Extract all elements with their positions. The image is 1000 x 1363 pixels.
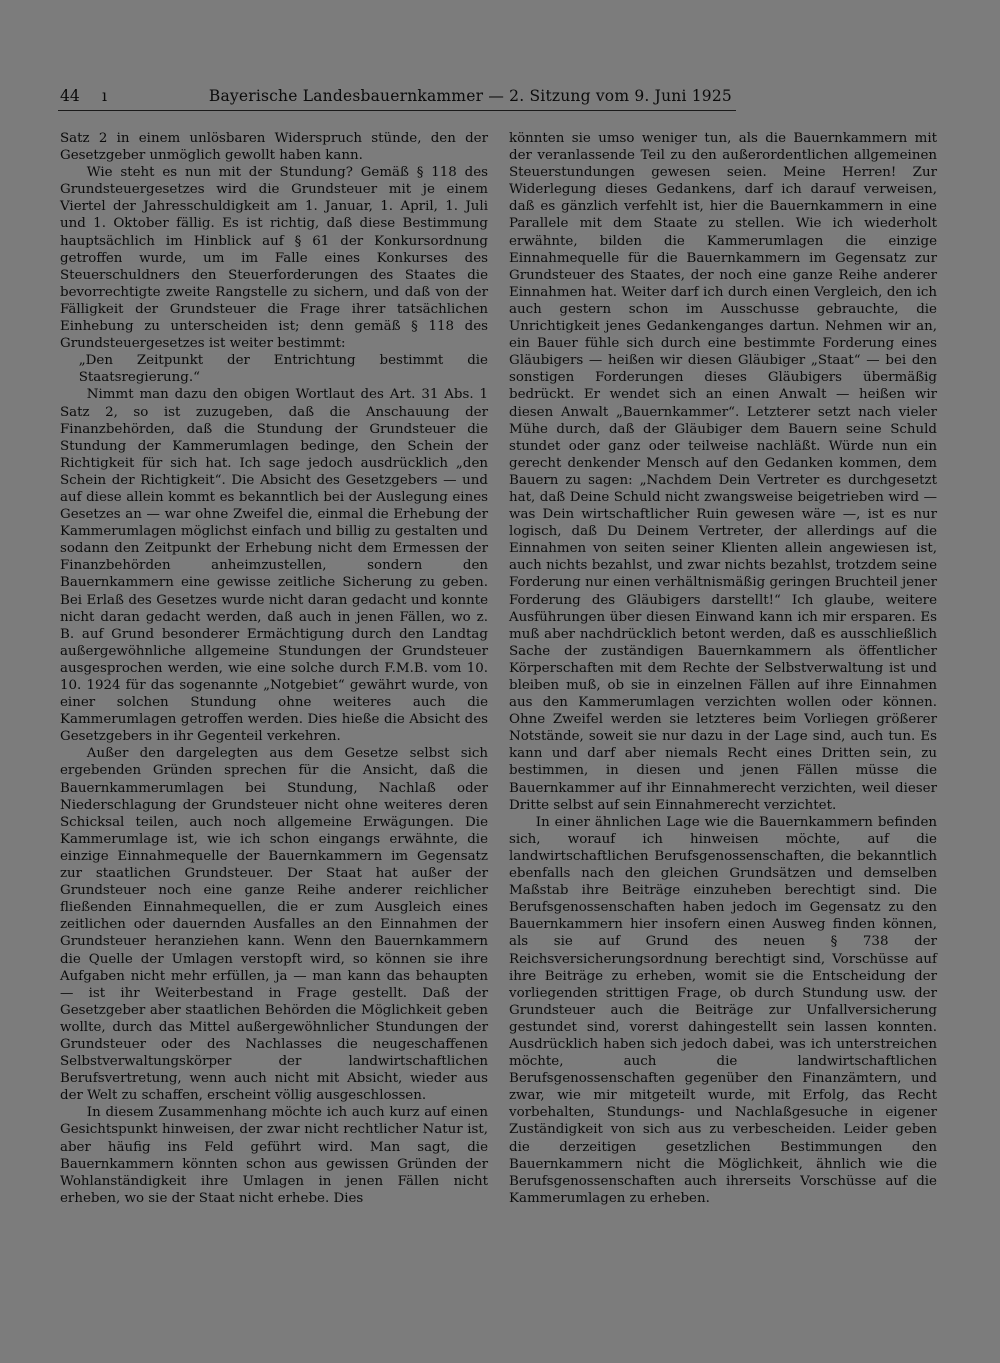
running-title: Bayerische Landesbauernkammer — 2. Sitzung vom 9. Juni 1925 (208, 87, 732, 105)
paragraph: könnten sie umso weniger tun, als die Bauernkammern mit der veranlassende Teil zu den außerordentlichen allgemeinen Steuerstundungen gewesen seien. Meine Herren! Zur Widerlegung dieses Gedankens, darf ich darauf verweisen, daß es gänzlich verfehlt ist, hier die Bauernkammern in eine Parallele mit dem Staate zu stellen. Wie ich wiederholt erwähnte, bilden die Kammerumlagen die einzige Einnahmequelle für die Bauernkammern im Gegensatz zur Grundsteuer des Staates, der noch eine ganze Reihe anderer Einnahmen hat. Weiter darf ich durch einen Vergleich, den ich auch gestern schon im Ausschusse gebrauchte, die Unrichtigkeit jenes Gedankenganges dartun. Nehmen wir an, ein Bauer fühle sich durch eine bestimmte Forderung eines Gläubigers — heißen wir diesen Gläubiger „Staat“ — bei den sonstigen Forderungen dieses Gläubigers übermäßig bedrückt. Er wendet sich an einen Anwalt — heißen wir diesen Anwalt „Bauernkammer“. Letzterer setzt nach vieler Mühe durch, daß der Gläubiger dem Bauern seine Schuld stundet oder ganz oder teilweise nachläßt. Würde nun ein gerecht denkender Mensch auf den Gedanken kommen, dem Bauern zu sagen: „Nachdem Dein Vertreter es durchgesetzt hat, daß Deine Schuld nicht zwangsweise beigetrieben wird — was Dein wirtschaftlicher Ruin gewesen wäre —, ist es nur logisch, daß Du Deinem Vertreter, der allerdings auf die Einnahmen von seiten seiner Klienten allein angewiesen ist, auch nichts bezahlst, und zwar nichts bezahlst, trotzdem seine Forderung nur einen verhältnismäßig geringen Bruchteil jener Forderung des Gläubigers darstellt!“ Ich glaube, weitere Ausführungen über diesen Einwand kann ich mir ersparen. Es muß aber nachdrücklich betont werden, daß es ausschließlich Sache der zuständigen Bauernkammern als öffentlicher Körperschaften mit dem Rechte der Selbstverwaltung ist und bleiben muß, ob sie in einzelnen Fällen auf ihre Einnahmen aus den Kammerumlagen verzichten wollen oder können. Ohne Zweifel werden sie letzteres beim Vorliegen größerer Notstände, soweit sie nur dazu in der Lage sind, auch tun. Es kann und darf aber niemals Recht eines Dritten sein, zu bestimmen, in diesen und jenen Fällen müsse die Bauernkammer auf ihr Einnahmerecht verzichten, weil dieser Dritte selbst auf sein Einnahmerecht verzichtet. (509, 131, 937, 813)
paragraph: Nimmt man dazu den obigen Wortlaut des Art. 31 Abs. 1 Satz 2, so ist zuzugeben, daß die Anschauung der Finanzbehörden, daß die Stundung der Grundsteuer die Stundung der Kammerumlagen bedinge, den Schein der Richtigkeit für sich hat. Ich sage jedoch ausdrücklich „den Schein der Richtigkeit“. Die Absicht des Gesetzgebers — und auf diese allein kommt es bekanntlich bei der Auslegung eines Gesetzes an — war ohne Zweifel die, einmal die Erhebung der Kammerumlagen möglichst einfach und billig zu gestalten und sodann den Zeitpunkt der Erhebung nicht dem Ermessen der Finanzbehörden anheimzustellen, sondern den Bauernkammern eine gewisse zeitliche Sicherung zu geben. Bei Erlaß des Gesetzes wurde nicht daran gedacht und konnte nicht daran gedacht werden, daß auch in jenen Fällen, wo z. B. auf Grund besonderer Ermächtigung durch den Landtag außergewöhnliche allgemeine Stundungen der Grundsteuer ausgesprochen werden, wie eine solche durch F.M.B. vom 10. 10. 1924 für das sogenannte „Notgebiet“ gewährt wurde, von einer solchen Stundung ohne weiteres auch die Kammerumlagen getroffen werden. Dies hieße die Absicht des Gesetzgebers in ihr Gegenteil verkehren. (60, 387, 488, 745)
page-header (58, 86, 736, 111)
right-column (509, 130, 937, 1207)
paragraph: In einer ähnlichen Lage wie die Bauernkammern befinden sich, worauf ich hinweisen möchte, auf die landwirtschaftlichen Berufsgenossenschaften, die bekanntlich ebenfalls nach den gleichen Grundsätzen und demselben Maßstab ihre Beiträge einzuheben berechtigt sind. Die Berufsgenossenschaften haben jedoch im Gegensatz zu den Bauernkammern hier insofern einen Ausweg finden können, als sie auf Grund des neuen § 738 der Reichsversicherungsordnung berechtigt sind, Vorschüsse auf ihre Beiträge zu erheben, womit sie die Entscheidung der vorliegenden strittigen Frage, ob durch Stundung usw. der Grundsteuer auch die Beiträge zur Unfallversicherung gestundet sind, vorerst dahingestellt sein lassen konnten. Ausdrücklich haben sich jedoch dabei, was ich unterstreichen möchte, auch die landwirtschaftlichen Berufsgenossenschaften gegenüber den Finanzämtern, und zwar, wie mir mitgeteilt wurde, mit Erfolg, das Recht vorbehalten, Stundungs- und Nachlaßgesuche in eigener Zuständigkeit von sich aus zu verbescheiden. Leider geben die derzeitigen gesetzlichen Bestimmungen den Bauernkammern nicht die Möglichkeit, ähnlich wie die Berufsgenossenschaften auch ihrerseits Vorschüsse auf die Kammerumlagen zu erheben. (509, 814, 937, 1206)
paragraph: Außer den dargelegten aus dem Gesetze selbst sich ergebenden Gründen sprechen für die Ansicht, daß die Bauernkammerumlagen bei Stundung, Nachlaß oder Niederschlagung der Grundsteuer nicht ohne weiteres deren Schicksal teilen, auch noch allgemeine Erwägungen. Die Kammerumlage ist, wie ich schon eingangs erwähnte, die einzige Einnahmequelle der Bauernkammern im Gegensatz zur staatlichen Grundsteuer. Der Staat hat außer der Grundsteuer noch eine ganze Reihe anderer reichlicher fließenden Einnahmequellen, die er zum Ausgleich eines zeitlichen oder dauernden Ausfalles an den Einnahmen der Grundsteuer heranziehen kann. Wenn den Bauernkammern die Quelle der Umlagen verstopft wird, so können sie ihre Aufgaben nicht mehr erfüllen, ja — man kann das behaupten — ist ihr Weiterbestand in Frage gestellt. Daß der Gesetzgeber aber staatlichen Behörden die Möglichkeit geben wollte, durch das Mittel außergewöhnlicher Stundungen der Grundsteuer oder des Nachlasses die neugeschaffenen Selbstverwaltungskörper der landwirtschaftlichen Berufsvertretung, wenn auch nicht mit Absicht, wieder aus der Welt zu schaffen, erscheint völlig ausgeschlossen. (60, 746, 488, 1104)
header-mark: ı (102, 87, 107, 105)
paragraph: Wie steht es nun mit der Stundung? Gemäß § 118 des Grundsteuergesetzes wird die Grundsteuer mit je einem Viertel der Jahresschuldigkeit am 1. Januar, 1. April, 1. Juli und 1. Oktober fällig. Es ist richtig, daß diese Bestimmung hauptsächlich im Hinblick auf § 61 der Konkursordnung getroffen wurde, um im Falle eines Konkurses des Steuerschuldners den Steuerforderungen des Staates die bevorrechtigte zweite Rangstelle zu sichern, und daß von der Fälligkeit der Grundsteuer die Frage ihrer tatsächlichen Einhebung zu unterscheiden ist; denn gemäß § 118 des Grundsteuergesetzes ist weiter bestimmt: (60, 165, 488, 352)
paragraph: In diesem Zusammenhang möchte ich auch kurz auf einen Gesichtspunkt hinweisen, der zwar nicht rechtlicher Natur ist, aber häufig ins Feld geführt wird. Man sagt, die Bauernkammern könnten schon aus gewissen Gründen der Wohlanständigkeit ihre Umlagen in jenen Fällen nicht erheben, wo sie der Staat nicht erhebe. Dies (60, 1105, 488, 1206)
page-number: 44 (60, 87, 80, 105)
quotation: „Den Zeitpunkt der Entrichtung bestimmt die Staatsregierung.“ (78, 353, 488, 386)
paragraph: Satz 2 in einem unlösbaren Widerspruch stünde, den der Gesetzgeber unmöglich gewollt haben kann. (60, 131, 488, 164)
left-column (60, 130, 488, 1207)
